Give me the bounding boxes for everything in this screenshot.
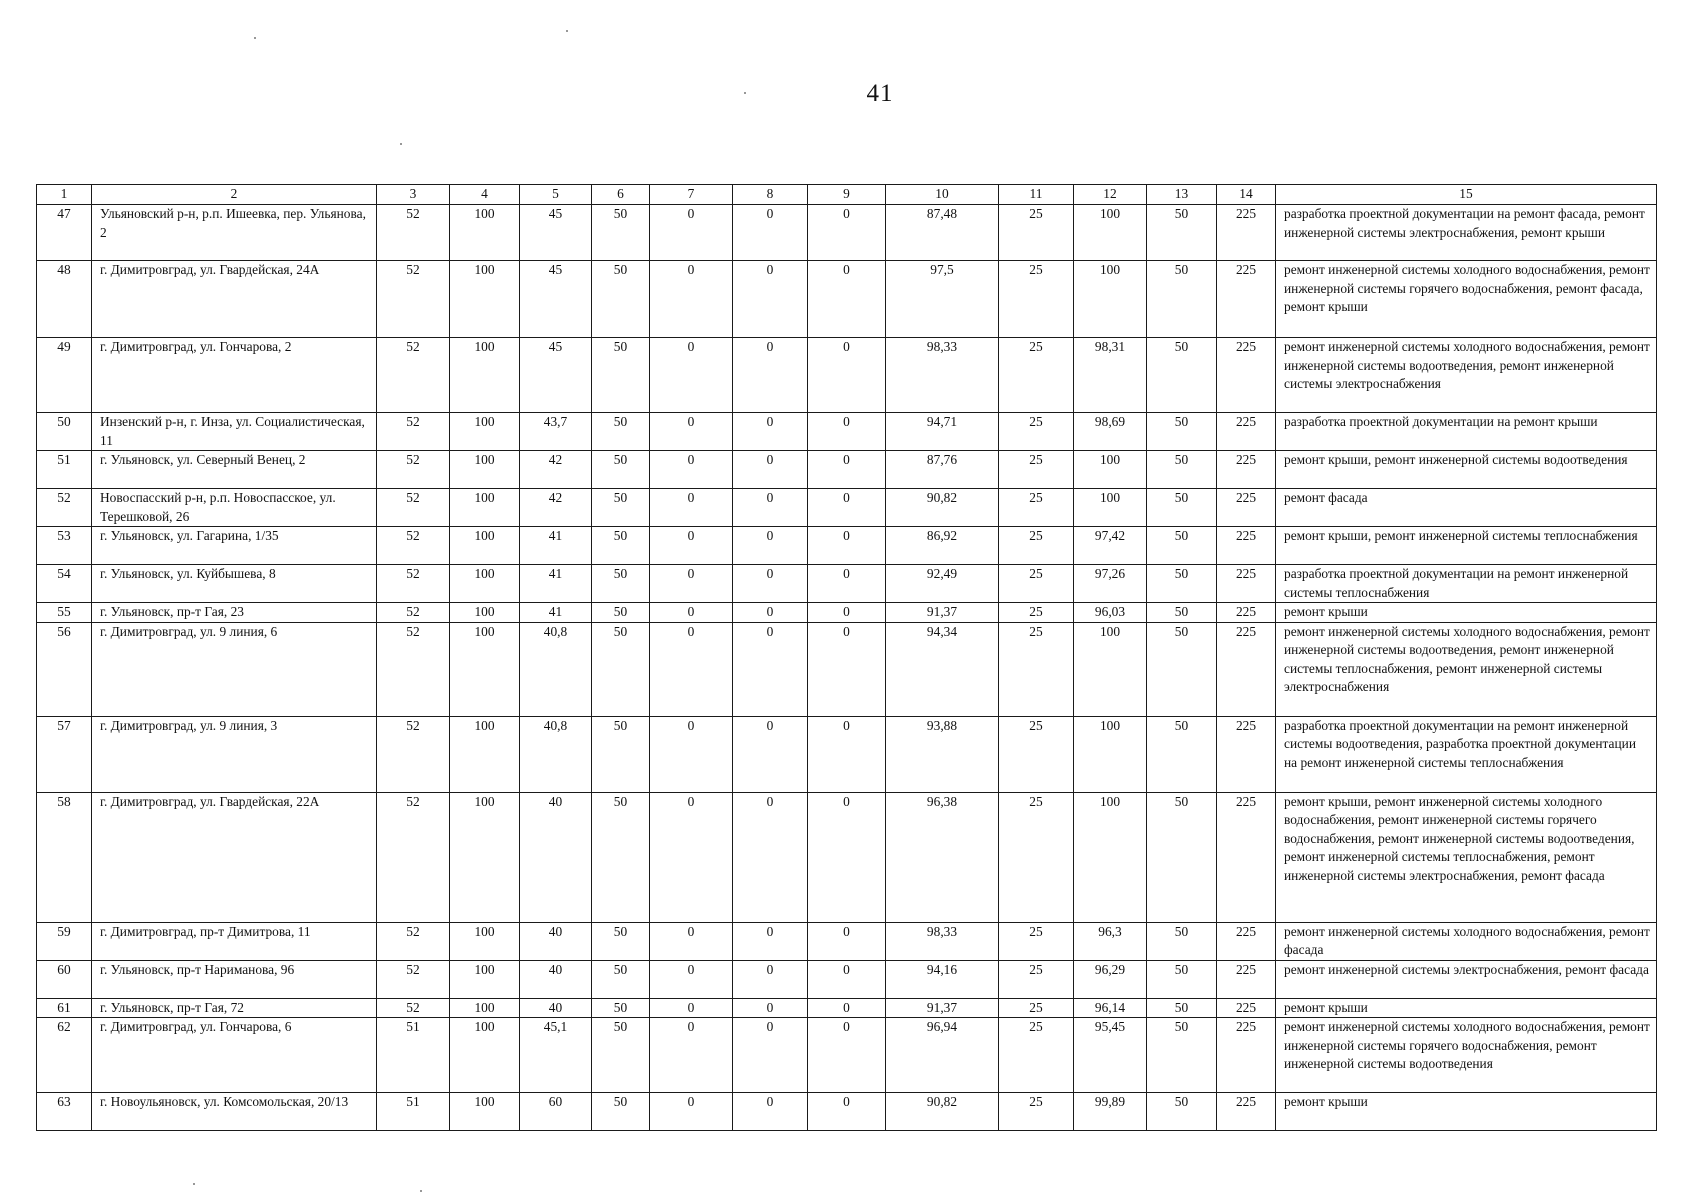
cell-c7: 0 <box>650 998 733 1018</box>
cell-c3: 52 <box>377 998 450 1018</box>
row-number-cell: 58 <box>37 792 92 922</box>
cell-c9: 0 <box>808 565 886 603</box>
column-header-5: 5 <box>520 185 592 205</box>
cell-c14: 225 <box>1217 451 1276 489</box>
cell-c13: 50 <box>1147 261 1217 338</box>
column-header-10: 10 <box>886 185 999 205</box>
row-number-cell: 62 <box>37 1018 92 1093</box>
cell-c4: 100 <box>450 261 520 338</box>
cell-c12: 97,42 <box>1074 527 1147 565</box>
cell-c13: 50 <box>1147 527 1217 565</box>
works-cell: ремонт инженерной системы холодного водоснабжения, ремонт инженерной системы водоотведения, ремонт инженерной системы теплоснабжения, ремонт инженерной системы электроснабжения <box>1276 622 1657 716</box>
works-cell: ремонт крыши, ремонт инженерной системы холодного водоснабжения, ремонт инженерной системы горячего водоснабжения, ремонт инженерной системы водоотведения, ремонт инженерной системы теплоснабжения, ремонт инженерной системы электроснабжения, ремонт фасада <box>1276 792 1657 922</box>
table-row <box>37 716 1657 792</box>
cell-c9: 0 <box>808 261 886 338</box>
cell-c13: 50 <box>1147 413 1217 451</box>
cell-c3: 52 <box>377 603 450 623</box>
address-cell: г. Димитровград, ул. 9 линия, 6 <box>92 622 377 716</box>
works-cell: ремонт инженерной системы холодного водоснабжения, ремонт инженерной системы водоотведения, ремонт инженерной системы электроснабжения <box>1276 338 1657 413</box>
cell-c4: 100 <box>450 603 520 623</box>
cell-c11: 25 <box>999 489 1074 527</box>
cell-c4: 100 <box>450 922 520 960</box>
cell-c3: 52 <box>377 960 450 998</box>
cell-c4: 100 <box>450 451 520 489</box>
column-header-4: 4 <box>450 185 520 205</box>
address-cell: г. Димитровград, ул. Гвардейская, 22А <box>92 792 377 922</box>
cell-c9: 0 <box>808 792 886 922</box>
row-number-cell: 49 <box>37 338 92 413</box>
cell-c7: 0 <box>650 565 733 603</box>
cell-c4: 100 <box>450 622 520 716</box>
cell-c7: 0 <box>650 960 733 998</box>
cell-c6: 50 <box>592 261 650 338</box>
cell-c11: 25 <box>999 261 1074 338</box>
cell-c11: 25 <box>999 792 1074 922</box>
cell-c4: 100 <box>450 792 520 922</box>
cell-c8: 0 <box>733 565 808 603</box>
cell-c9: 0 <box>808 205 886 261</box>
address-cell: г. Димитровград, ул. Гвардейская, 24А <box>92 261 377 338</box>
cell-c14: 225 <box>1217 338 1276 413</box>
column-header-9: 9 <box>808 185 886 205</box>
table-row <box>37 998 1657 1018</box>
address-cell: г. Ульяновск, пр-т Гая, 72 <box>92 998 377 1018</box>
address-cell: г. Димитровград, ул. Гончарова, 6 <box>92 1018 377 1093</box>
cell-c5: 45 <box>520 338 592 413</box>
cell-c14: 225 <box>1217 716 1276 792</box>
cell-c8: 0 <box>733 413 808 451</box>
cell-c13: 50 <box>1147 1018 1217 1093</box>
table-row <box>37 413 1657 451</box>
cell-c10: 92,49 <box>886 565 999 603</box>
works-cell: разработка проектной документации на ремонт инженерной системы водоотведения, разработка проектной документации на ремонт инженерной системы теплоснабжения <box>1276 716 1657 792</box>
cell-c5: 42 <box>520 489 592 527</box>
cell-c10: 98,33 <box>886 338 999 413</box>
cell-c10: 86,92 <box>886 527 999 565</box>
cell-c3: 52 <box>377 922 450 960</box>
buildings-table <box>36 184 1657 1131</box>
cell-c6: 50 <box>592 527 650 565</box>
cell-c5: 45,1 <box>520 1018 592 1093</box>
cell-c8: 0 <box>733 1093 808 1131</box>
cell-c8: 0 <box>733 792 808 922</box>
cell-c11: 25 <box>999 603 1074 623</box>
works-cell: ремонт инженерной системы холодного водоснабжения, ремонт инженерной системы горячего водоснабжения, ремонт инженерной системы водоотведения <box>1276 1018 1657 1093</box>
cell-c14: 225 <box>1217 603 1276 623</box>
cell-c14: 225 <box>1217 1093 1276 1131</box>
cell-c12: 96,29 <box>1074 960 1147 998</box>
cell-c3: 52 <box>377 622 450 716</box>
cell-c13: 50 <box>1147 205 1217 261</box>
cell-c9: 0 <box>808 960 886 998</box>
cell-c6: 50 <box>592 960 650 998</box>
cell-c3: 52 <box>377 565 450 603</box>
cell-c8: 0 <box>733 998 808 1018</box>
page-number: 41 <box>866 80 894 107</box>
address-cell: г. Новоульяновск, ул. Комсомольская, 20/13 <box>92 1093 377 1131</box>
cell-c9: 0 <box>808 338 886 413</box>
cell-c9: 0 <box>808 413 886 451</box>
cell-c3: 52 <box>377 413 450 451</box>
cell-c6: 50 <box>592 792 650 922</box>
cell-c4: 100 <box>450 716 520 792</box>
table-row <box>37 1018 1657 1093</box>
cell-c10: 94,16 <box>886 960 999 998</box>
cell-c12: 100 <box>1074 489 1147 527</box>
cell-c4: 100 <box>450 205 520 261</box>
cell-c10: 87,76 <box>886 451 999 489</box>
cell-c10: 94,71 <box>886 413 999 451</box>
table-row <box>37 261 1657 338</box>
cell-c4: 100 <box>450 413 520 451</box>
cell-c12: 100 <box>1074 622 1147 716</box>
row-number-cell: 59 <box>37 922 92 960</box>
cell-c6: 50 <box>592 603 650 623</box>
table-row <box>37 960 1657 998</box>
address-cell: Ульяновский р-н, р.п. Ишеевка, пер. Ульянова, 2 <box>92 205 377 261</box>
cell-c7: 0 <box>650 622 733 716</box>
cell-c9: 0 <box>808 451 886 489</box>
scan-speck <box>400 143 402 145</box>
cell-c11: 25 <box>999 1093 1074 1131</box>
cell-c13: 50 <box>1147 451 1217 489</box>
cell-c3: 52 <box>377 451 450 489</box>
cell-c11: 25 <box>999 716 1074 792</box>
cell-c4: 100 <box>450 565 520 603</box>
scan-speck <box>193 1183 195 1185</box>
row-number-cell: 48 <box>37 261 92 338</box>
cell-c7: 0 <box>650 205 733 261</box>
cell-c13: 50 <box>1147 565 1217 603</box>
cell-c7: 0 <box>650 1093 733 1131</box>
cell-c12: 100 <box>1074 261 1147 338</box>
works-cell: ремонт крыши, ремонт инженерной системы теплоснабжения <box>1276 527 1657 565</box>
cell-c4: 100 <box>450 998 520 1018</box>
cell-c8: 0 <box>733 205 808 261</box>
cell-c7: 0 <box>650 792 733 922</box>
cell-c3: 52 <box>377 716 450 792</box>
cell-c11: 25 <box>999 413 1074 451</box>
cell-c6: 50 <box>592 565 650 603</box>
row-number-cell: 47 <box>37 205 92 261</box>
cell-c10: 87,48 <box>886 205 999 261</box>
row-number-cell: 63 <box>37 1093 92 1131</box>
address-cell: г. Ульяновск, ул. Куйбышева, 8 <box>92 565 377 603</box>
cell-c13: 50 <box>1147 998 1217 1018</box>
scan-speck <box>420 1190 422 1192</box>
cell-c3: 52 <box>377 527 450 565</box>
works-cell: ремонт фасада <box>1276 489 1657 527</box>
cell-c7: 0 <box>650 716 733 792</box>
cell-c6: 50 <box>592 1093 650 1131</box>
row-number-cell: 61 <box>37 998 92 1018</box>
cell-c6: 50 <box>592 205 650 261</box>
address-cell: г. Димитровград, ул. 9 линия, 3 <box>92 716 377 792</box>
cell-c4: 100 <box>450 1018 520 1093</box>
table-row <box>37 205 1657 261</box>
cell-c14: 225 <box>1217 205 1276 261</box>
address-cell: г. Димитровград, ул. Гончарова, 2 <box>92 338 377 413</box>
cell-c10: 91,37 <box>886 998 999 1018</box>
cell-c11: 25 <box>999 622 1074 716</box>
cell-c6: 50 <box>592 922 650 960</box>
cell-c12: 100 <box>1074 451 1147 489</box>
cell-c6: 50 <box>592 338 650 413</box>
column-header-15: 15 <box>1276 185 1657 205</box>
address-cell: г. Ульяновск, ул. Гагарина, 1/35 <box>92 527 377 565</box>
cell-c10: 96,94 <box>886 1018 999 1093</box>
table-row <box>37 565 1657 603</box>
cell-c8: 0 <box>733 603 808 623</box>
cell-c8: 0 <box>733 1018 808 1093</box>
cell-c7: 0 <box>650 603 733 623</box>
cell-c14: 225 <box>1217 527 1276 565</box>
address-cell: Инзенский р-н, г. Инза, ул. Социалистическая, 11 <box>92 413 377 451</box>
cell-c4: 100 <box>450 960 520 998</box>
cell-c6: 50 <box>592 622 650 716</box>
column-header-11: 11 <box>999 185 1074 205</box>
works-cell: ремонт инженерной системы электроснабжения, ремонт фасада <box>1276 960 1657 998</box>
scan-speck <box>254 37 256 39</box>
scan-speck <box>744 92 746 94</box>
works-cell: ремонт крыши <box>1276 998 1657 1018</box>
cell-c14: 225 <box>1217 998 1276 1018</box>
cell-c7: 0 <box>650 451 733 489</box>
cell-c5: 40,8 <box>520 716 592 792</box>
cell-c8: 0 <box>733 716 808 792</box>
cell-c6: 50 <box>592 489 650 527</box>
works-cell: ремонт крыши, ремонт инженерной системы водоотведения <box>1276 451 1657 489</box>
cell-c5: 41 <box>520 603 592 623</box>
cell-c12: 98,69 <box>1074 413 1147 451</box>
column-header-1: 1 <box>37 185 92 205</box>
cell-c11: 25 <box>999 960 1074 998</box>
cell-c12: 100 <box>1074 716 1147 792</box>
cell-c3: 52 <box>377 338 450 413</box>
cell-c14: 225 <box>1217 922 1276 960</box>
cell-c5: 40 <box>520 922 592 960</box>
cell-c4: 100 <box>450 1093 520 1131</box>
cell-c7: 0 <box>650 922 733 960</box>
cell-c11: 25 <box>999 565 1074 603</box>
cell-c3: 52 <box>377 489 450 527</box>
header-row <box>37 185 1657 205</box>
cell-c13: 50 <box>1147 960 1217 998</box>
cell-c8: 0 <box>733 261 808 338</box>
row-number-cell: 53 <box>37 527 92 565</box>
cell-c5: 40 <box>520 960 592 998</box>
cell-c5: 40 <box>520 792 592 922</box>
cell-c12: 95,45 <box>1074 1018 1147 1093</box>
cell-c14: 225 <box>1217 960 1276 998</box>
address-cell: Новоспасский р-н, р.п. Новоспасское, ул. Терешковой, 26 <box>92 489 377 527</box>
table-row <box>37 792 1657 922</box>
cell-c12: 96,3 <box>1074 922 1147 960</box>
cell-c12: 97,26 <box>1074 565 1147 603</box>
cell-c10: 97,5 <box>886 261 999 338</box>
cell-c9: 0 <box>808 603 886 623</box>
column-header-3: 3 <box>377 185 450 205</box>
address-cell: г. Ульяновск, пр-т Гая, 23 <box>92 603 377 623</box>
cell-c10: 90,82 <box>886 1093 999 1131</box>
cell-c11: 25 <box>999 998 1074 1018</box>
cell-c5: 60 <box>520 1093 592 1131</box>
cell-c13: 50 <box>1147 1093 1217 1131</box>
cell-c12: 96,14 <box>1074 998 1147 1018</box>
cell-c5: 45 <box>520 261 592 338</box>
cell-c12: 96,03 <box>1074 603 1147 623</box>
cell-c9: 0 <box>808 1093 886 1131</box>
cell-c8: 0 <box>733 960 808 998</box>
row-number-cell: 56 <box>37 622 92 716</box>
cell-c3: 51 <box>377 1093 450 1131</box>
cell-c5: 40,8 <box>520 622 592 716</box>
cell-c10: 94,34 <box>886 622 999 716</box>
table-row <box>37 622 1657 716</box>
works-cell: ремонт крыши <box>1276 603 1657 623</box>
row-number-cell: 52 <box>37 489 92 527</box>
table-body <box>37 185 1657 1131</box>
cell-c10: 90,82 <box>886 489 999 527</box>
cell-c13: 50 <box>1147 338 1217 413</box>
table-row <box>37 922 1657 960</box>
cell-c9: 0 <box>808 1018 886 1093</box>
cell-c12: 99,89 <box>1074 1093 1147 1131</box>
cell-c5: 42 <box>520 451 592 489</box>
cell-c11: 25 <box>999 1018 1074 1093</box>
cell-c12: 98,31 <box>1074 338 1147 413</box>
row-number-cell: 51 <box>37 451 92 489</box>
cell-c5: 41 <box>520 527 592 565</box>
cell-c14: 225 <box>1217 261 1276 338</box>
cell-c10: 98,33 <box>886 922 999 960</box>
row-number-cell: 57 <box>37 716 92 792</box>
table-row <box>37 527 1657 565</box>
cell-c7: 0 <box>650 413 733 451</box>
cell-c14: 225 <box>1217 622 1276 716</box>
cell-c7: 0 <box>650 261 733 338</box>
works-cell: ремонт инженерной системы холодного водоснабжения, ремонт инженерной системы горячего водоснабжения, ремонт фасада, ремонт крыши <box>1276 261 1657 338</box>
cell-c6: 50 <box>592 716 650 792</box>
cell-c3: 52 <box>377 261 450 338</box>
cell-c11: 25 <box>999 451 1074 489</box>
cell-c13: 50 <box>1147 716 1217 792</box>
cell-c9: 0 <box>808 716 886 792</box>
address-cell: г. Ульяновск, пр-т Нариманова, 96 <box>92 960 377 998</box>
cell-c5: 43,7 <box>520 413 592 451</box>
works-cell: ремонт крыши <box>1276 1093 1657 1131</box>
cell-c3: 52 <box>377 205 450 261</box>
cell-c14: 225 <box>1217 489 1276 527</box>
cell-c14: 225 <box>1217 413 1276 451</box>
cell-c9: 0 <box>808 489 886 527</box>
cell-c8: 0 <box>733 622 808 716</box>
cell-c4: 100 <box>450 527 520 565</box>
works-cell: разработка проектной документации на ремонт крыши <box>1276 413 1657 451</box>
cell-c3: 52 <box>377 792 450 922</box>
column-header-14: 14 <box>1217 185 1276 205</box>
cell-c4: 100 <box>450 489 520 527</box>
cell-c5: 40 <box>520 998 592 1018</box>
cell-c9: 0 <box>808 998 886 1018</box>
cell-c11: 25 <box>999 205 1074 261</box>
works-cell: разработка проектной документации на ремонт инженерной системы теплоснабжения <box>1276 565 1657 603</box>
row-number-cell: 54 <box>37 565 92 603</box>
cell-c10: 96,38 <box>886 792 999 922</box>
table-row <box>37 338 1657 413</box>
cell-c6: 50 <box>592 413 650 451</box>
table-row <box>37 451 1657 489</box>
address-cell: г. Димитровград, пр-т Димитрова, 11 <box>92 922 377 960</box>
cell-c6: 50 <box>592 451 650 489</box>
scan-speck <box>566 30 568 32</box>
cell-c13: 50 <box>1147 922 1217 960</box>
address-cell: г. Ульяновск, ул. Северный Венец, 2 <box>92 451 377 489</box>
cell-c14: 225 <box>1217 792 1276 922</box>
cell-c9: 0 <box>808 922 886 960</box>
cell-c7: 0 <box>650 527 733 565</box>
column-header-7: 7 <box>650 185 733 205</box>
works-cell: ремонт инженерной системы холодного водоснабжения, ремонт фасада <box>1276 922 1657 960</box>
column-header-13: 13 <box>1147 185 1217 205</box>
row-number-cell: 60 <box>37 960 92 998</box>
cell-c14: 225 <box>1217 565 1276 603</box>
table-row <box>37 489 1657 527</box>
column-header-6: 6 <box>592 185 650 205</box>
row-number-cell: 50 <box>37 413 92 451</box>
row-number-cell: 55 <box>37 603 92 623</box>
cell-c8: 0 <box>733 489 808 527</box>
cell-c5: 41 <box>520 565 592 603</box>
cell-c4: 100 <box>450 338 520 413</box>
cell-c11: 25 <box>999 922 1074 960</box>
cell-c8: 0 <box>733 338 808 413</box>
cell-c9: 0 <box>808 622 886 716</box>
cell-c11: 25 <box>999 338 1074 413</box>
works-cell: разработка проектной документации на ремонт фасада, ремонт инженерной системы электроснабжения, ремонт крыши <box>1276 205 1657 261</box>
cell-c10: 91,37 <box>886 603 999 623</box>
column-header-12: 12 <box>1074 185 1147 205</box>
table-row <box>37 603 1657 623</box>
cell-c7: 0 <box>650 1018 733 1093</box>
cell-c9: 0 <box>808 527 886 565</box>
cell-c10: 93,88 <box>886 716 999 792</box>
cell-c7: 0 <box>650 338 733 413</box>
cell-c12: 100 <box>1074 792 1147 922</box>
cell-c3: 51 <box>377 1018 450 1093</box>
cell-c11: 25 <box>999 527 1074 565</box>
cell-c13: 50 <box>1147 792 1217 922</box>
cell-c6: 50 <box>592 998 650 1018</box>
table-row <box>37 1093 1657 1131</box>
column-header-8: 8 <box>733 185 808 205</box>
cell-c13: 50 <box>1147 622 1217 716</box>
cell-c8: 0 <box>733 451 808 489</box>
cell-c14: 225 <box>1217 1018 1276 1093</box>
cell-c13: 50 <box>1147 489 1217 527</box>
cell-c6: 50 <box>592 1018 650 1093</box>
cell-c7: 0 <box>650 489 733 527</box>
cell-c8: 0 <box>733 527 808 565</box>
cell-c8: 0 <box>733 922 808 960</box>
cell-c5: 45 <box>520 205 592 261</box>
column-header-2: 2 <box>92 185 377 205</box>
cell-c12: 100 <box>1074 205 1147 261</box>
cell-c13: 50 <box>1147 603 1217 623</box>
